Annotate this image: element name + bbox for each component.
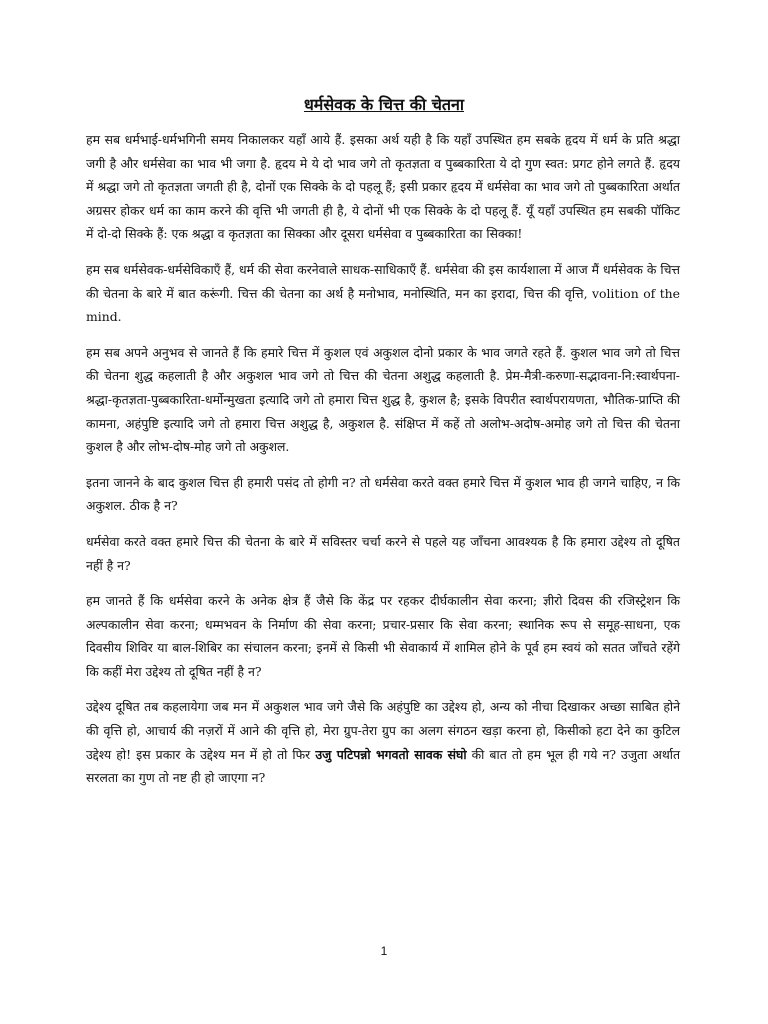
paragraph-7 xyxy=(86,695,680,789)
paragraph-7-bold-phrase: उजु पटिपन्नो भगवतो सावक संघो xyxy=(315,746,467,762)
paragraph-5: धर्मसेवा करते वक्त हमारे चित्त की चेतना के बारे में सविस्तर चर्चा करने से पहले यह जाँचना आवश्यक है कि हमारा उद्देश्य तो दूषित नहीं है न? xyxy=(86,533,680,573)
paragraph-4: इतना जानने के बाद कुशल चित्त ही हमारी पसंद तो होगी न? तो धर्मसेवा करते वक्त हमारे चित्त में कुशल भाव ही जगने चाहिए, न कि अकुशल. ठीक है न? xyxy=(86,474,680,514)
paragraph-6: हम जानते हैं कि धर्मसेवा करने के अनेक क्षेत्र हैं जैसे कि केंद्र पर रहकर दीर्घकालीन सेवा करना; ज्ञीरो दिवस की रजिस्ट्रेशन कि अल्पकालीन सेवा करना; धम्मभवन के निर्माण की सेवा करना; प्रचार-प्रसार कि सेवा करना; स्थानिक रूप से समूह-साधना, एक दिवसीय शिविर या बाल-शिबिर का संचालन करना; इनमें से किसी भी सेवाकार्य में शामिल होने के पूर्व हम स्वयं को सतत जाँचते रहेंगे कि कहीं मेरा उद्देश्य तो दूषित नहीं है न? xyxy=(86,593,680,679)
page-number: 1 xyxy=(380,944,388,958)
document-body xyxy=(86,128,680,802)
paragraph-7-text-after: की बात तो हम भूल ही गये न? उजुता अर्थात सरलता का गुण तो नष्ट ही हो जाएगा न? xyxy=(86,746,681,786)
paragraph-1: हम सब धर्मभाई-धर्मभगिनी समय निकालकर यहाँ आये हैं. इसका अर्थ यही है कि यहाँ उपस्थित हम सबके हृदय में धर्म के प्रति श्रद्धा जगी है और धर्मसेवा का भाव भी जगा है. हृदय मे ये दो भाव जगे तो कृतज्ञता व पुब्बकारिता ये दो गुण स्वत: प्रगट होने लगते हैं. हृदय में श्रद्धा जगे तो कृतज्ञता जगती ही है, दोनों एक सिक्के के दो पहलू हैं; इसी प्रकार हृदय में धर्मसेवा का भाव जगे तो पुब्बकारिता अर्थात अग्रसर होकर धर्म का काम करने की वृत्ति भी जगती ही है, ये दोनों भी एक सिक्के के दो पहलू हैं. यूँ यहाँ उपस्थित हम सबकी पॉकिट में दो-दो सिक्के हैं: एक श्रद्धा व कृतज्ञता का सिक्का और दूसरा धर्मसेवा व पुब्बकारिता का सिक्का! xyxy=(86,132,680,242)
paragraph-7-text-before: उद्देश्य दूषित तब कहलायेगा जब मन में अकुशल भाव जगे जैसे कि अहंपुष्टि का उद्देश्य हो, अन्य को नीचा दिखाकर अच्छा साबित होने की वृत्ति हो, आचार्य की नज़रों में आने की वृत्ति हो, मेरा ग्रुप-तेरा ग्रुप का अलग संगठन खड़ा करना हो, किसीको हटा देने का कुटिल उद्देश्य हो! इस प्रकार के उद्देश्य मन में हो तो फिर xyxy=(86,699,680,762)
page-title: धर्मसेवक के चित्त की चेतना xyxy=(303,95,465,114)
paragraph-3: हम सब अपने अनुभव से जानते हैं कि हमारे चित्त में कुशल एवं अकुशल दोनो प्रकार के भाव जगते रहते हैं. कुशल भाव जगे तो चित्त की चेतना शुद्ध कहलाती है और अकुशल भाव जगे तो चित्त की चेतना अशुद्ध कहलाती है. प्रेम-मैत्री-करुणा-सद्भावना-नि:स्वार्थपना-श्रद्धा-कृतज्ञता-पुब्बकारिता-धर्मोन्मुखता इत्यादि जगे तो हमारा चित्त शुद्ध है, कुशल है; इसके विपरीत स्वार्थपरायणता, भौतिक-प्राप्ति की कामना, अहंपुष्टि इत्यादि जगे तो हमारा चित्त अशुद्ध है, अकुशल है. संक्षिप्त में कहें तो अलोभ-अदोष-अमोह जगे तो चित्त की चेतना कुशल है और लोभ-दोष-मोह जगे तो अकुशल. xyxy=(86,344,680,455)
paragraph-2: हम सब धर्मसेवक-धर्मसेविकाएँ हैं, धर्म की सेवा करनेवाले साधक-साधिकाएँ हैं. धर्मसेवा की इस कार्यशाला में आज मैं धर्मसेवक के चित्त की चेतना के बारे में बात करूंगी. चित्त की चेतना का अर्थ है मनोभाव, मनोस्थिति, मन का इरादा, चित्त की वृत्ति, volition of the mind. xyxy=(86,261,680,325)
